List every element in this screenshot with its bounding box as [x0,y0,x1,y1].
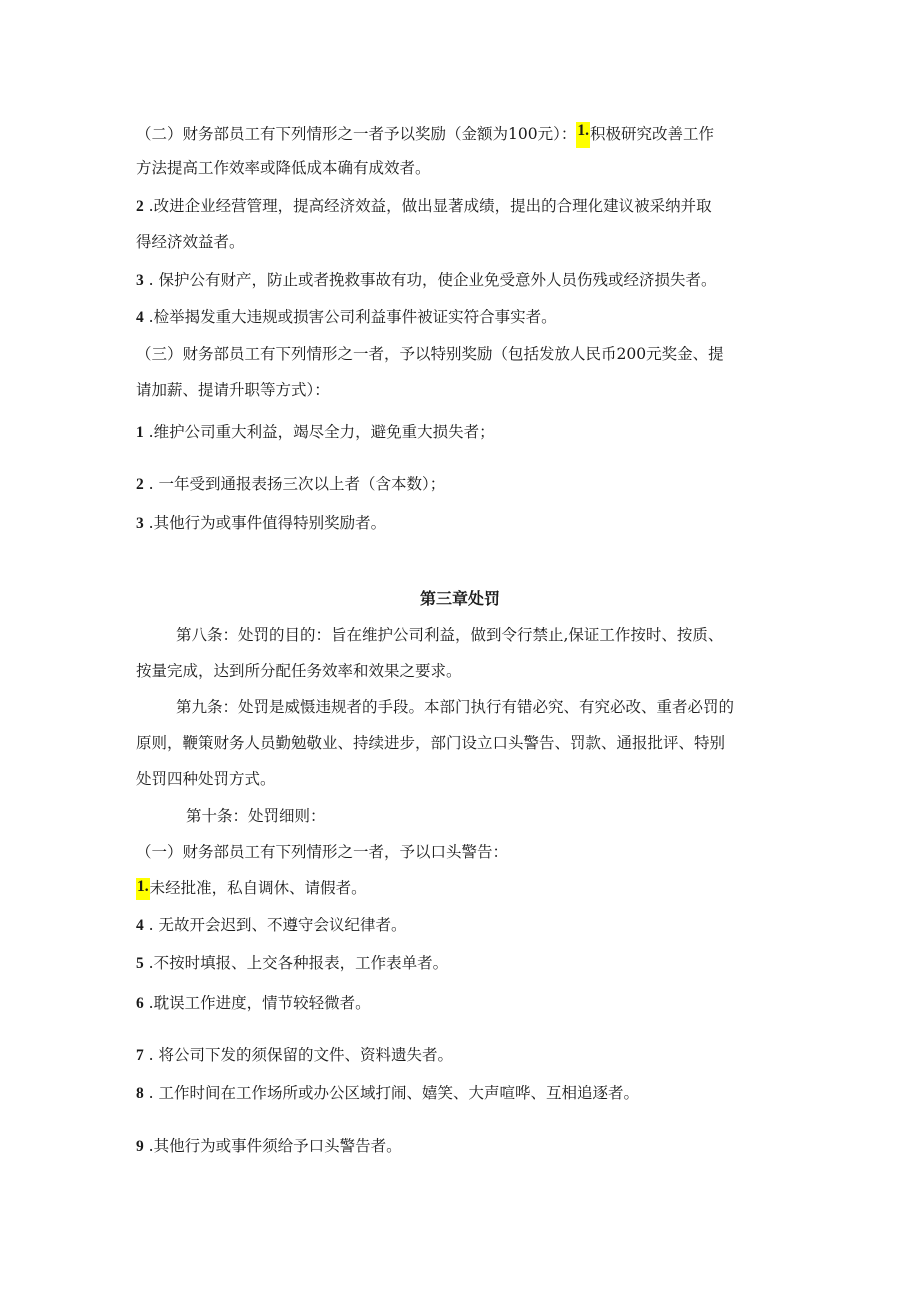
item-text: . 一年受到通报表扬三次以上者（含本数）； [143,475,446,493]
item-text: .改进企业经营管理，提高经济效益，做出显著成绩，提出的合理化建议被采纳并取 [143,197,712,215]
reward-item2-line2: 得经济效益者。 [136,233,245,251]
reward-item4 [136,307,796,328]
reward-section-two-line2: 方法提高工作效率或降低成本确有成效者。 [136,159,431,177]
verbal-warning-item6 [136,993,796,1014]
highlighted-item-number: 1. [576,122,590,148]
item-text: .其他行为或事件须给予口头警告者。 [143,1137,402,1155]
item-text: .不按时填报、上交各种报表，工作表单者。 [143,954,449,972]
reward-section-two-intro: （二）财务部员工有下列情形之一者予以奖励（金额为100元）： [136,125,577,143]
item-number: 3 [136,272,144,289]
highlighted-item-number: 1. [136,878,150,900]
verbal-warning-intro: （一）财务部员工有下列情形之一者，予以口头警告： [136,843,509,861]
item-text: .其他行为或事件值得特别奖励者。 [143,514,387,532]
item-text: .检举揭发重大违规或损害公司利益事件被证实符合事实者。 [143,308,557,326]
item-number: 4 [136,917,144,934]
article9-line2: 原则，鞭策财务人员勤勉敬业、持续进步，部门设立口头警告、罚款、通报批评、特别 [136,734,726,752]
article10-line1: 第十条：处罚细则： [186,807,326,825]
reward-section-two-line1 [136,122,796,148]
item-text: 未经批准，私自调休、请假者。 [149,879,367,897]
item-number: 2 [136,198,144,215]
verbal-warning-item8 [136,1083,796,1104]
special-reward-item3 [136,513,796,534]
item-number: 8 [136,1085,144,1102]
item-text: . 无故开会迟到、不遵守会议纪律者。 [143,916,407,934]
item-number: 4 [136,309,144,326]
chapter-title: 第三章处罚 [419,589,500,608]
verbal-warning-item1 [136,878,796,900]
item-text: .维护公司重大利益，竭尽全力，避免重大损失者； [143,423,495,441]
verbal-warning-item5 [136,953,796,974]
item-number: 5 [136,955,144,972]
item-number: 2 [136,476,144,493]
article9-line3: 处罚四种处罚方式。 [136,770,276,788]
item-number: 7 [136,1047,144,1064]
item-text: .耽误工作进度，情节较轻微者。 [143,994,371,1012]
special-reward-item1 [136,422,796,443]
special-reward-line1: （三）财务部员工有下列情形之一者，予以特别奖励（包括发放人民币200元奖金、提 [136,345,724,363]
item-number: 1 [136,424,144,441]
reward-item3 [136,270,796,291]
special-reward-line2: 请加薪、提请升职等方式）： [136,381,330,399]
verbal-warning-item4 [136,915,796,936]
reward-item1-text: 积极研究改善工作 [589,125,714,143]
article8-line1: 第八条：处罚的目的：旨在维护公司利益，做到令行禁止,保证工作按时、按质、 [176,626,724,644]
article9-line1: 第九条：处罚是威慑违规者的手段。本部门执行有错必究、有究必改、重者必罚的 [176,698,735,716]
article8-line2: 按量完成，达到所分配任务效率和效果之要求。 [136,662,462,680]
item-text: . 工作时间在工作场所或办公区域打闹、嬉笑、大声喧哗、互相追逐者。 [143,1084,640,1102]
item-text: . 将公司下发的须保留的文件、资料遗失者。 [143,1046,454,1064]
verbal-warning-item9 [136,1136,796,1157]
verbal-warning-item7 [136,1045,796,1066]
item-number: 3 [136,515,144,532]
item-number: 6 [136,995,144,1012]
item-number: 9 [136,1138,144,1155]
item-text: . 保护公有财产，防止或者挽救事故有功，使企业免受意外人员伤残或经济损失者。 [143,271,717,289]
special-reward-item2 [136,474,796,495]
reward-item2-line1 [136,196,796,217]
